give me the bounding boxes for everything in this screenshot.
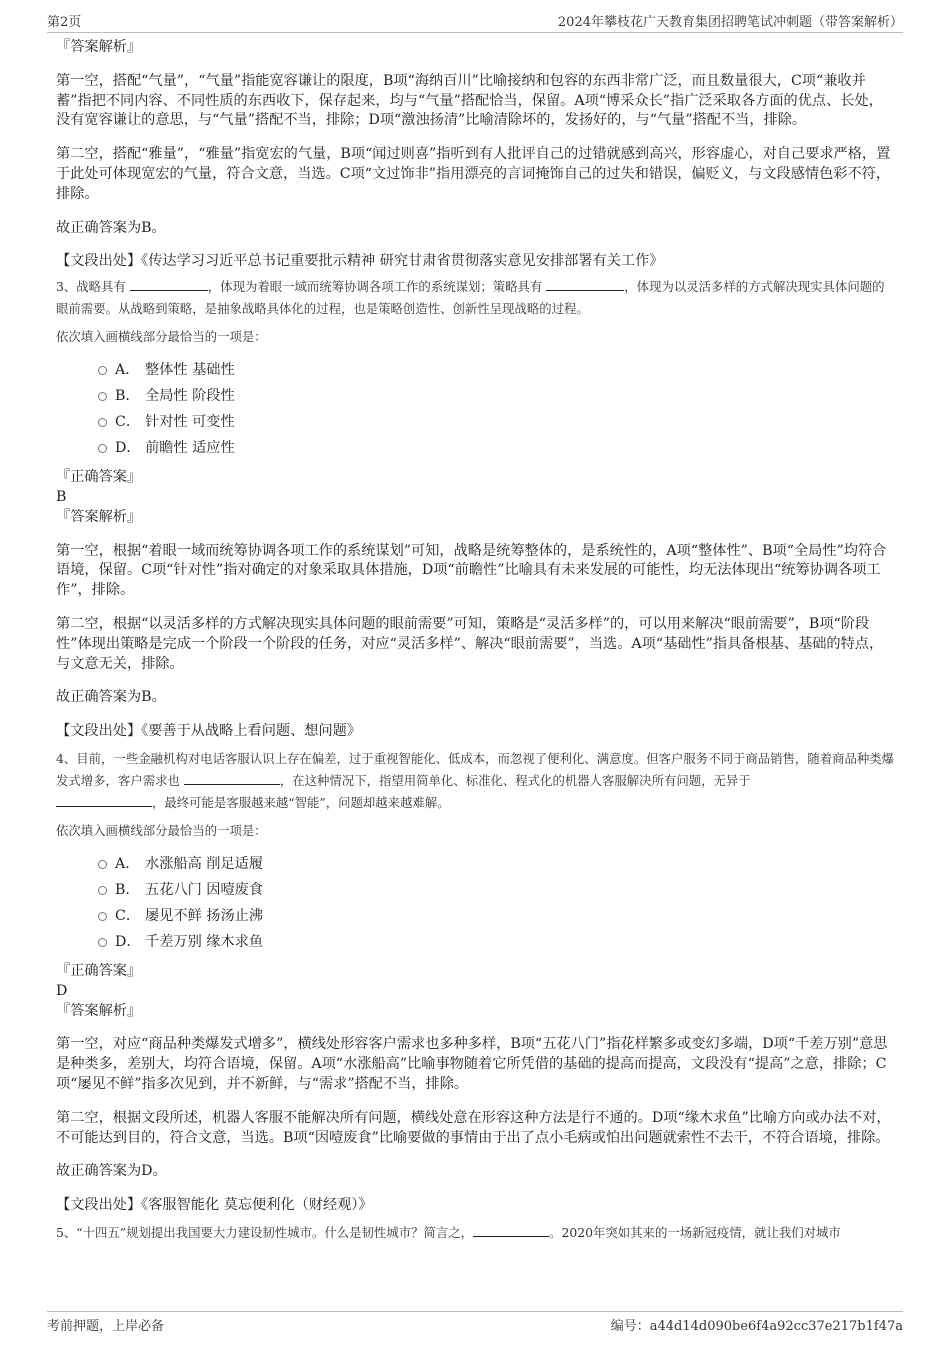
option-letter: B． (115, 881, 140, 898)
option-text: 整体性 基础性 (145, 362, 235, 379)
page-number: 第2页 (47, 14, 82, 30)
page-header (47, 8, 903, 33)
analysis-label: 『答案解析』 (56, 39, 142, 55)
option-letter: D． (115, 440, 141, 457)
question-stem (56, 1222, 896, 1244)
option-text: 屡见不鲜 扬汤止沸 (145, 907, 264, 924)
option-d[interactable] (98, 928, 896, 954)
radio-icon[interactable] (98, 938, 107, 947)
conclusion: 故正确答案为B。 (56, 219, 166, 236)
radio-icon[interactable] (98, 444, 107, 453)
option-text: 全局性 阶段性 (145, 388, 235, 405)
option-text: 水涨船高 削足适履 (145, 855, 264, 872)
blank-line (184, 784, 280, 785)
options-list (98, 356, 896, 460)
conclusion: 故正确答案为B。 (56, 689, 166, 706)
correct-answer-label: 『正确答案』 (56, 469, 142, 486)
option-letter: B． (115, 388, 140, 405)
radio-icon[interactable] (98, 392, 107, 401)
page-footer (47, 1311, 903, 1334)
analysis-label: 『答案解析』 (56, 1002, 142, 1019)
analysis-paragraph: 第二空，根据“以灵活多样的方式解决现实具体问题的眼前需要”可知，策略是“灵活多样”的，可以用来解决“眼前需要”，B项“阶段性”体现出策略是完成一个阶段一个阶段的任务，对应“灵活多样”、解决“眼前需要”，当选。A项“基础性”指具备根基、基础的特点，与文意无关，排除。 (56, 615, 884, 672)
stem-part: ，体现为着眼一域而统筹协调各项工作的系统谋划；策略具有 (207, 279, 543, 295)
footer-slogan: 考前押题，上岸必备 (47, 1319, 165, 1334)
option-letter: C． (115, 907, 141, 924)
option-letter: C． (115, 414, 141, 431)
source-citation: 【文段出处】《传达学习习近平总书记重要批示精神 研究甘肃省贯彻落实意见安排部署有关工作》 (56, 253, 664, 270)
correct-answer: D (56, 982, 68, 999)
option-c[interactable] (98, 408, 896, 434)
option-text: 前瞻性 适应性 (145, 440, 235, 457)
analysis-paragraph: 第二空，根据文段所述，机器人客服不能解决所有问题，横线处意在形容这种方法是行不通的。D项“缘木求鱼”比喻方向或办法不对，不可能达到目的，符合文意，当选。B项“因噎废食”比喻要做的事情由于出了点小毛病或怕出问题就索性不去干，不符合语境，排除。 (56, 1109, 891, 1146)
option-letter: A． (115, 855, 140, 872)
radio-icon[interactable] (98, 912, 107, 921)
radio-icon[interactable] (98, 860, 107, 869)
question-stem (56, 748, 896, 814)
question-prompt: 依次填入画横线部分最恰当的一项是： (56, 329, 267, 345)
conclusion: 故正确答案为D。 (56, 1163, 167, 1180)
source-citation: 【文段出处】《要善于从战略上看问题、想问题》 (56, 723, 362, 740)
stem-part: 3、战略具有 (56, 279, 126, 295)
correct-answer: B (56, 488, 67, 505)
options-list (98, 850, 896, 954)
question-stem (56, 276, 896, 320)
option-text: 针对性 可变性 (145, 414, 235, 431)
source-citation: 【文段出处】《客服智能化 莫忘便利化（财经观）》 (56, 1197, 373, 1214)
question-prompt: 依次填入画横线部分最恰当的一项是： (56, 822, 267, 838)
option-letter: A． (115, 362, 140, 379)
analysis-paragraph: 第一空，根据“着眼一域而统筹协调各项工作的系统谋划”可知，战略是统筹整体的，是系统性的，A项“整体性”、B项“全局性”均符合语境，保留。C项“针对性”指对确定的对象采取具体措施，D项“前瞻性”比喻具有未来发展的可能性，均无法体现出“统筹协调各项工作”，排除。 (56, 542, 887, 599)
blank-line (473, 1236, 549, 1237)
analysis-label: 『答案解析』 (56, 508, 142, 525)
option-text: 千差万别 缘木求鱼 (145, 933, 264, 950)
stem-part: ，最终可能是客服越来越“智能”，问题却越来越难解。 (152, 794, 450, 810)
blank-line (130, 290, 208, 291)
option-b[interactable] (98, 876, 896, 902)
radio-icon[interactable] (98, 886, 107, 895)
stem-part: ，在这种情况下，指望用简单化、标准化、程式化的机器人客服解决所有问题，无异于 (279, 772, 751, 788)
stem-part: 5、“十四五”规划提出我国要大力建设韧性城市。什么是韧性城市？简言之， (56, 1224, 474, 1240)
analysis-paragraph: 第一空，搭配“气量”，“气量”指能宽容谦让的限度，B项“海纳百川”比喻接纳和包容的东西非常广泛，而且数量很大，C项“兼收并蓄”指把不同内容、不同性质的东西收下，保存起来，均与“气量”搭配恰当，保留。A项“博采众长”指广泛采取各方面的优点、长处，没有宽容谦让的意思，与“气量”搭配不当，排除；D项“激浊扬清”比喻清除坏的，发扬好的，与“气量”搭配不当，排除。 (56, 72, 883, 129)
radio-icon[interactable] (98, 366, 107, 375)
option-letter: D． (115, 933, 141, 950)
analysis-paragraph: 第二空，搭配“雅量”，“雅量”指宽宏的气量，B项“闻过则喜”指听到有人批评自己的过错就感到高兴，形容虚心，对自己要求严格，置于此处可体现宽宏的气量，符合文意，当选。C项“文过饰非”指用漂亮的言词掩饰自己的过失和错误，偏贬义，与文段感情色彩不符，排除。 (56, 146, 891, 202)
option-a[interactable] (98, 356, 896, 382)
option-d[interactable] (98, 434, 896, 460)
blank-line (56, 806, 152, 807)
document-title: 2024年攀枝花广天教育集团招聘笔试冲刺题（带答案解析） (557, 14, 903, 30)
option-b[interactable] (98, 382, 896, 408)
radio-icon[interactable] (98, 418, 107, 427)
stem-part: ，体现为以灵活多样的方式解决现实具体问题的眼前需要。从战略到策略，是抽象战略具体化的过程，也是策略创造性、创新性呈现战略的过程。 (56, 279, 885, 317)
document-id: 编号：a44d14d090be6f4a92cc37e217b1f47a (610, 1319, 903, 1334)
main-content (56, 38, 896, 1244)
blank-line (546, 290, 624, 291)
correct-answer-label: 『正确答案』 (56, 962, 142, 979)
option-c[interactable] (98, 902, 896, 928)
stem-part: 。2020年突如其来的一场新冠疫情，就让我们对城市 (549, 1224, 841, 1240)
option-a[interactable] (98, 850, 896, 876)
option-text: 五花八门 因噎废食 (145, 881, 264, 898)
analysis-paragraph: 第一空，对应“商品种类爆发式增多”，横线处形容客户需求也多种多样，B项“五花八门”指花样繁多或变幻多端，D项“千差万别”意思是种类多，差别大，均符合语境，保留。A项“水涨船高”比喻事物随着它所凭借的基础的提高而提高，文段没有“提高”之意，排除；C项“屡见不鲜”指多次见到，并不新鲜，与“需求”搭配不当，排除。 (56, 1036, 888, 1092)
stem-part: 4、目前，一些金融机构对电话客服认识上存在偏差，过于重视智能化、低成本，而忽视了便利化、满意度。但客户服务不同于商品销售，随着商品种类爆发式增多，客户需求也 (56, 750, 895, 788)
